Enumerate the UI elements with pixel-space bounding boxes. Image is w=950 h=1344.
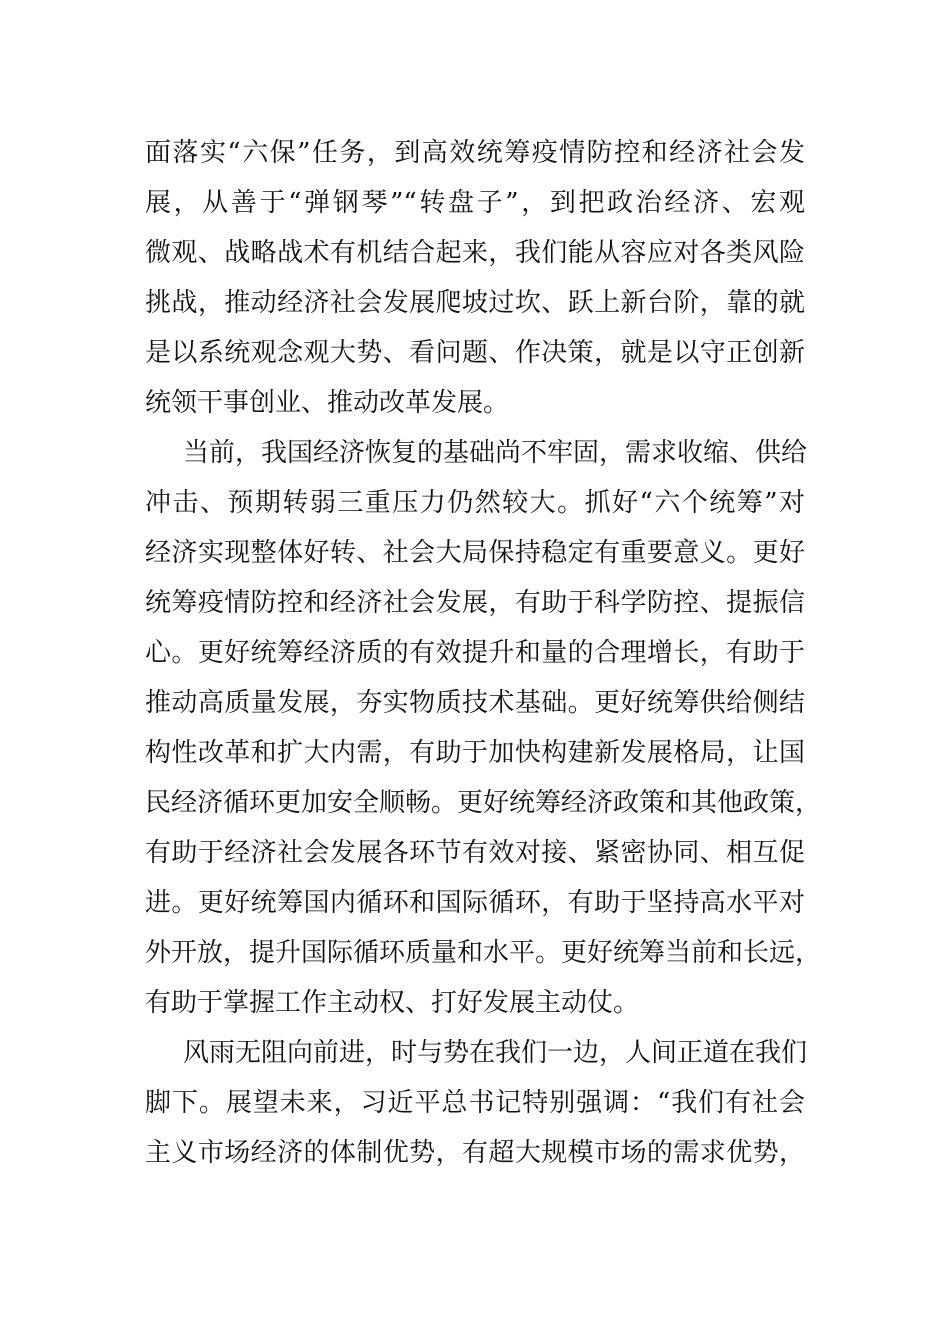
text-line: 当前，我国经济恢复的基础尚不牢固，需求收缩、供给 bbox=[183, 438, 808, 468]
text-line: 统领干事创业、推动改革发展。 bbox=[145, 388, 510, 418]
text-line: 有助于掌握工作主动权、打好发展主动仗。 bbox=[145, 988, 640, 1018]
text-line: 构性改革和扩大内需，有助于加快构建新发展格局，让国 bbox=[145, 738, 805, 768]
text-line: 展，从善于“弹钢琴”“转盘子”，到把政治经济、宏观 bbox=[145, 188, 805, 218]
text-line: 有助于经济社会发展各环节有效对接、紧密协同、相互促 bbox=[145, 838, 805, 868]
paragraph-2 bbox=[145, 428, 822, 1028]
text-line: 推动高质量发展，夯实物质技术基础。更好统筹供给侧结 bbox=[145, 688, 805, 718]
text-line: 统筹疫情防控和经济社会发展，有助于科学防控、提振信 bbox=[145, 588, 805, 618]
text-line: 脚下。展望未来，习近平总书记特别强调：“我们有社会 bbox=[145, 1088, 805, 1118]
text-line: 面落实“六保”任务，到高效统筹疫情防控和经济社会发 bbox=[145, 138, 805, 168]
text-line: 经济实现整体好转、社会大局保持稳定有重要意义。更好 bbox=[145, 538, 805, 568]
text-line: 民经济循环更加安全顺畅。更好统筹经济政策和其他政策， bbox=[145, 788, 822, 818]
text-line: 风雨无阻向前进，时与势在我们一边，人间正道在我们 bbox=[183, 1038, 808, 1068]
text-line: 外开放，提升国际循环质量和水平。更好统筹当前和长远， bbox=[145, 938, 822, 968]
paragraph-1 bbox=[145, 128, 805, 428]
body-text bbox=[145, 128, 822, 1178]
text-line: 进。更好统筹国内循环和国际循环，有助于坚持高水平对 bbox=[145, 888, 805, 918]
paragraph-3 bbox=[145, 1028, 808, 1178]
text-line: 主义市场经济的体制优势，有超大规模市场的需求优势， bbox=[145, 1138, 805, 1168]
text-line: 是以系统观念观大势、看问题、作决策，就是以守正创新 bbox=[145, 338, 805, 368]
text-line: 挑战，推动经济社会发展爬坡过坎、跃上新台阶，靠的就 bbox=[145, 288, 805, 318]
text-line: 心。更好统筹经济质的有效提升和量的合理增长，有助于 bbox=[145, 638, 805, 668]
text-line: 冲击、预期转弱三重压力仍然较大。抓好“六个统筹”对 bbox=[145, 488, 805, 518]
text-line: 微观、战略战术有机结合起来，我们能从容应对各类风险 bbox=[145, 238, 805, 268]
